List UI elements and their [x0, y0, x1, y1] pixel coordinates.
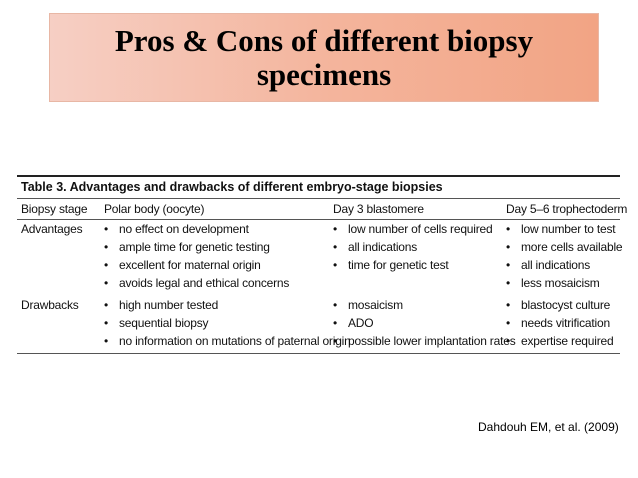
list-item: • more cells available: [506, 238, 622, 256]
list-item: • expertise required: [506, 332, 613, 350]
slide-title-line-2: specimens: [256, 56, 392, 92]
list-item: • needs vitrification: [506, 314, 613, 332]
list-item: • all indications: [506, 256, 622, 274]
table-row-drawbacks: [17, 296, 620, 353]
list-item: • mosaicism: [333, 296, 516, 314]
drawbacks-day3-list: [333, 296, 516, 350]
list-item: • less mosaicism: [506, 274, 622, 292]
list-item: • time for genetic test: [333, 256, 492, 274]
advantages-day5-6-list: [506, 220, 622, 292]
list-item: • ADO: [333, 314, 516, 332]
list-item: • ample time for genetic testing: [104, 238, 289, 256]
list-item: • high number tested: [104, 296, 351, 314]
list-item: • possible lower implantation rates: [333, 332, 516, 350]
header-day3-blastomere: Day 3 blastomere: [333, 202, 424, 216]
row-label-drawbacks: Drawbacks: [21, 298, 79, 312]
list-item: • all indications: [333, 238, 492, 256]
advantages-polar-body-list: [104, 220, 289, 292]
row-label-advantages: Advantages: [21, 222, 83, 236]
slide-title-line-1: Pros & Cons of different biopsy: [114, 22, 534, 58]
list-item: • no effect on development: [104, 220, 289, 238]
drawbacks-day5-6-list: [506, 296, 613, 350]
list-item: • excellent for maternal origin: [104, 256, 289, 274]
table-header-row: [17, 199, 628, 219]
slide-title-box: [49, 13, 599, 102]
table-row-advantages: [17, 220, 623, 296]
biopsy-table: [17, 175, 628, 354]
citation-text: Dahdouh EM, et al. (2009): [478, 420, 619, 434]
list-item: • low number of cells required: [333, 220, 492, 238]
header-day5-6-trophectoderm: Day 5–6 trophectoderm: [506, 202, 628, 216]
advantages-day3-list: [333, 220, 492, 274]
table-bottom-rule: [17, 353, 620, 354]
header-biopsy-stage: Biopsy stage: [21, 202, 88, 216]
list-item: • sequential biopsy: [104, 314, 351, 332]
list-item: • no information on mutations of paternal origin: [104, 332, 351, 350]
header-polar-body: Polar body (oocyte): [104, 202, 205, 216]
table-caption: Table 3. Advantages and drawbacks of different embryo-stage biopsies: [21, 180, 443, 194]
list-item: • low number to test: [506, 220, 622, 238]
drawbacks-polar-body-list: [104, 296, 351, 350]
list-item: • avoids legal and ethical concerns: [104, 274, 289, 292]
list-item: • blastocyst culture: [506, 296, 613, 314]
